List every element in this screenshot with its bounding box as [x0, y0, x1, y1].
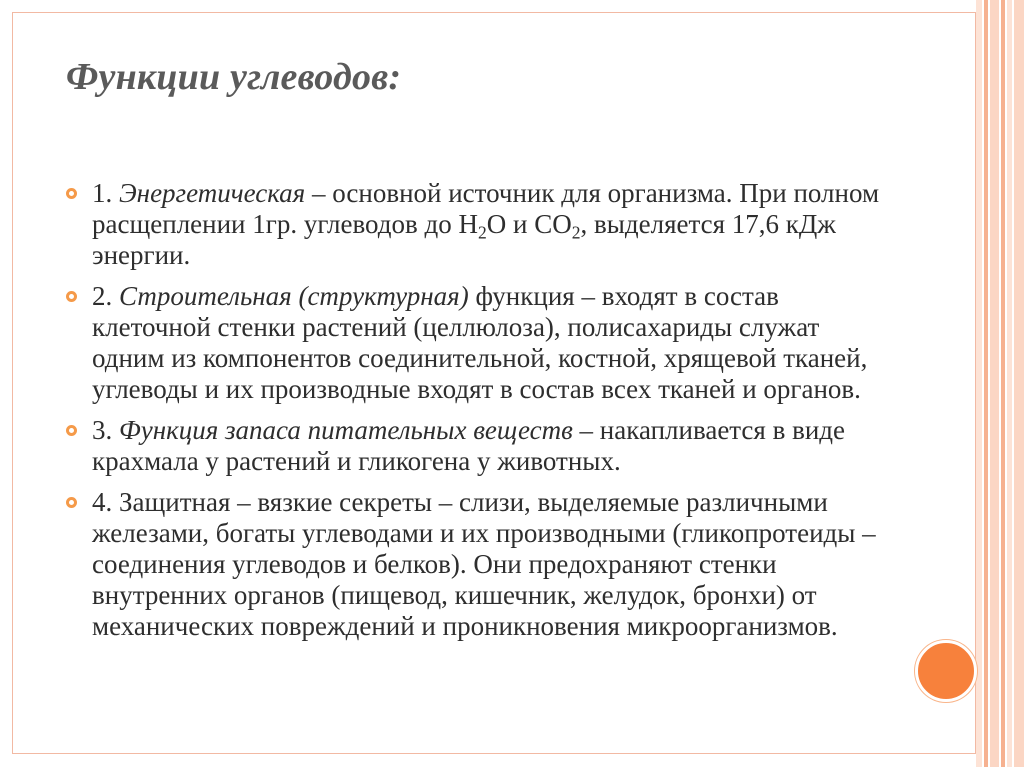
list-item-structural	[62, 281, 892, 405]
item-number: 1.	[92, 178, 113, 208]
decorative-circle	[915, 640, 977, 702]
item-text: Защитная – вязкие секреты – слизи, выделяемые различными железами, богаты углеводами и их производными (гликопротеиды – соединения углеводов и белков). Они предохраняют стенки внутренних органов (пищевод, кишечник, желудок, бронхи) от механических повреждений и проникновения микроорганизмов.	[92, 487, 876, 641]
item-term: Энергетическая	[119, 178, 306, 208]
bullet-icon	[66, 291, 77, 302]
item-text: – накапливается в виде крахмала у растений и гликогена у животных.	[92, 415, 845, 476]
item-number: 3.	[92, 415, 113, 445]
item-text: O и CO	[486, 209, 572, 239]
subscript: 2	[571, 222, 581, 243]
item-number: 2.	[92, 281, 113, 311]
bullet-icon	[66, 425, 77, 436]
item-text: , выделяется 17,6 кДж энергии.	[92, 209, 836, 270]
decorative-stripes	[976, 0, 1024, 767]
functions-list	[62, 178, 892, 652]
item-term: Функция запаса питательных веществ	[119, 415, 573, 445]
list-item-energy	[62, 178, 892, 271]
subscript: 2	[478, 222, 487, 243]
bullet-icon	[66, 188, 77, 199]
slide-title: Функции углеводов:	[66, 56, 402, 98]
item-term: Строительная (структурная)	[119, 281, 469, 311]
item-text: – основной источник для организма. При полном расщеплении 1гр. углеводов до H	[92, 178, 880, 239]
item-number: 4.	[92, 487, 113, 517]
list-item-storage	[62, 415, 892, 477]
list-item-protective	[62, 487, 892, 642]
item-text: функция – входят в состав клеточной стенки растений (целлюлоза), полисахариды служат одним из компонентов соединительной, костной, хрящевой тканей, углеводы и их производные входят в состав всех тканей и органов.	[92, 281, 868, 404]
bullet-icon	[66, 497, 77, 508]
